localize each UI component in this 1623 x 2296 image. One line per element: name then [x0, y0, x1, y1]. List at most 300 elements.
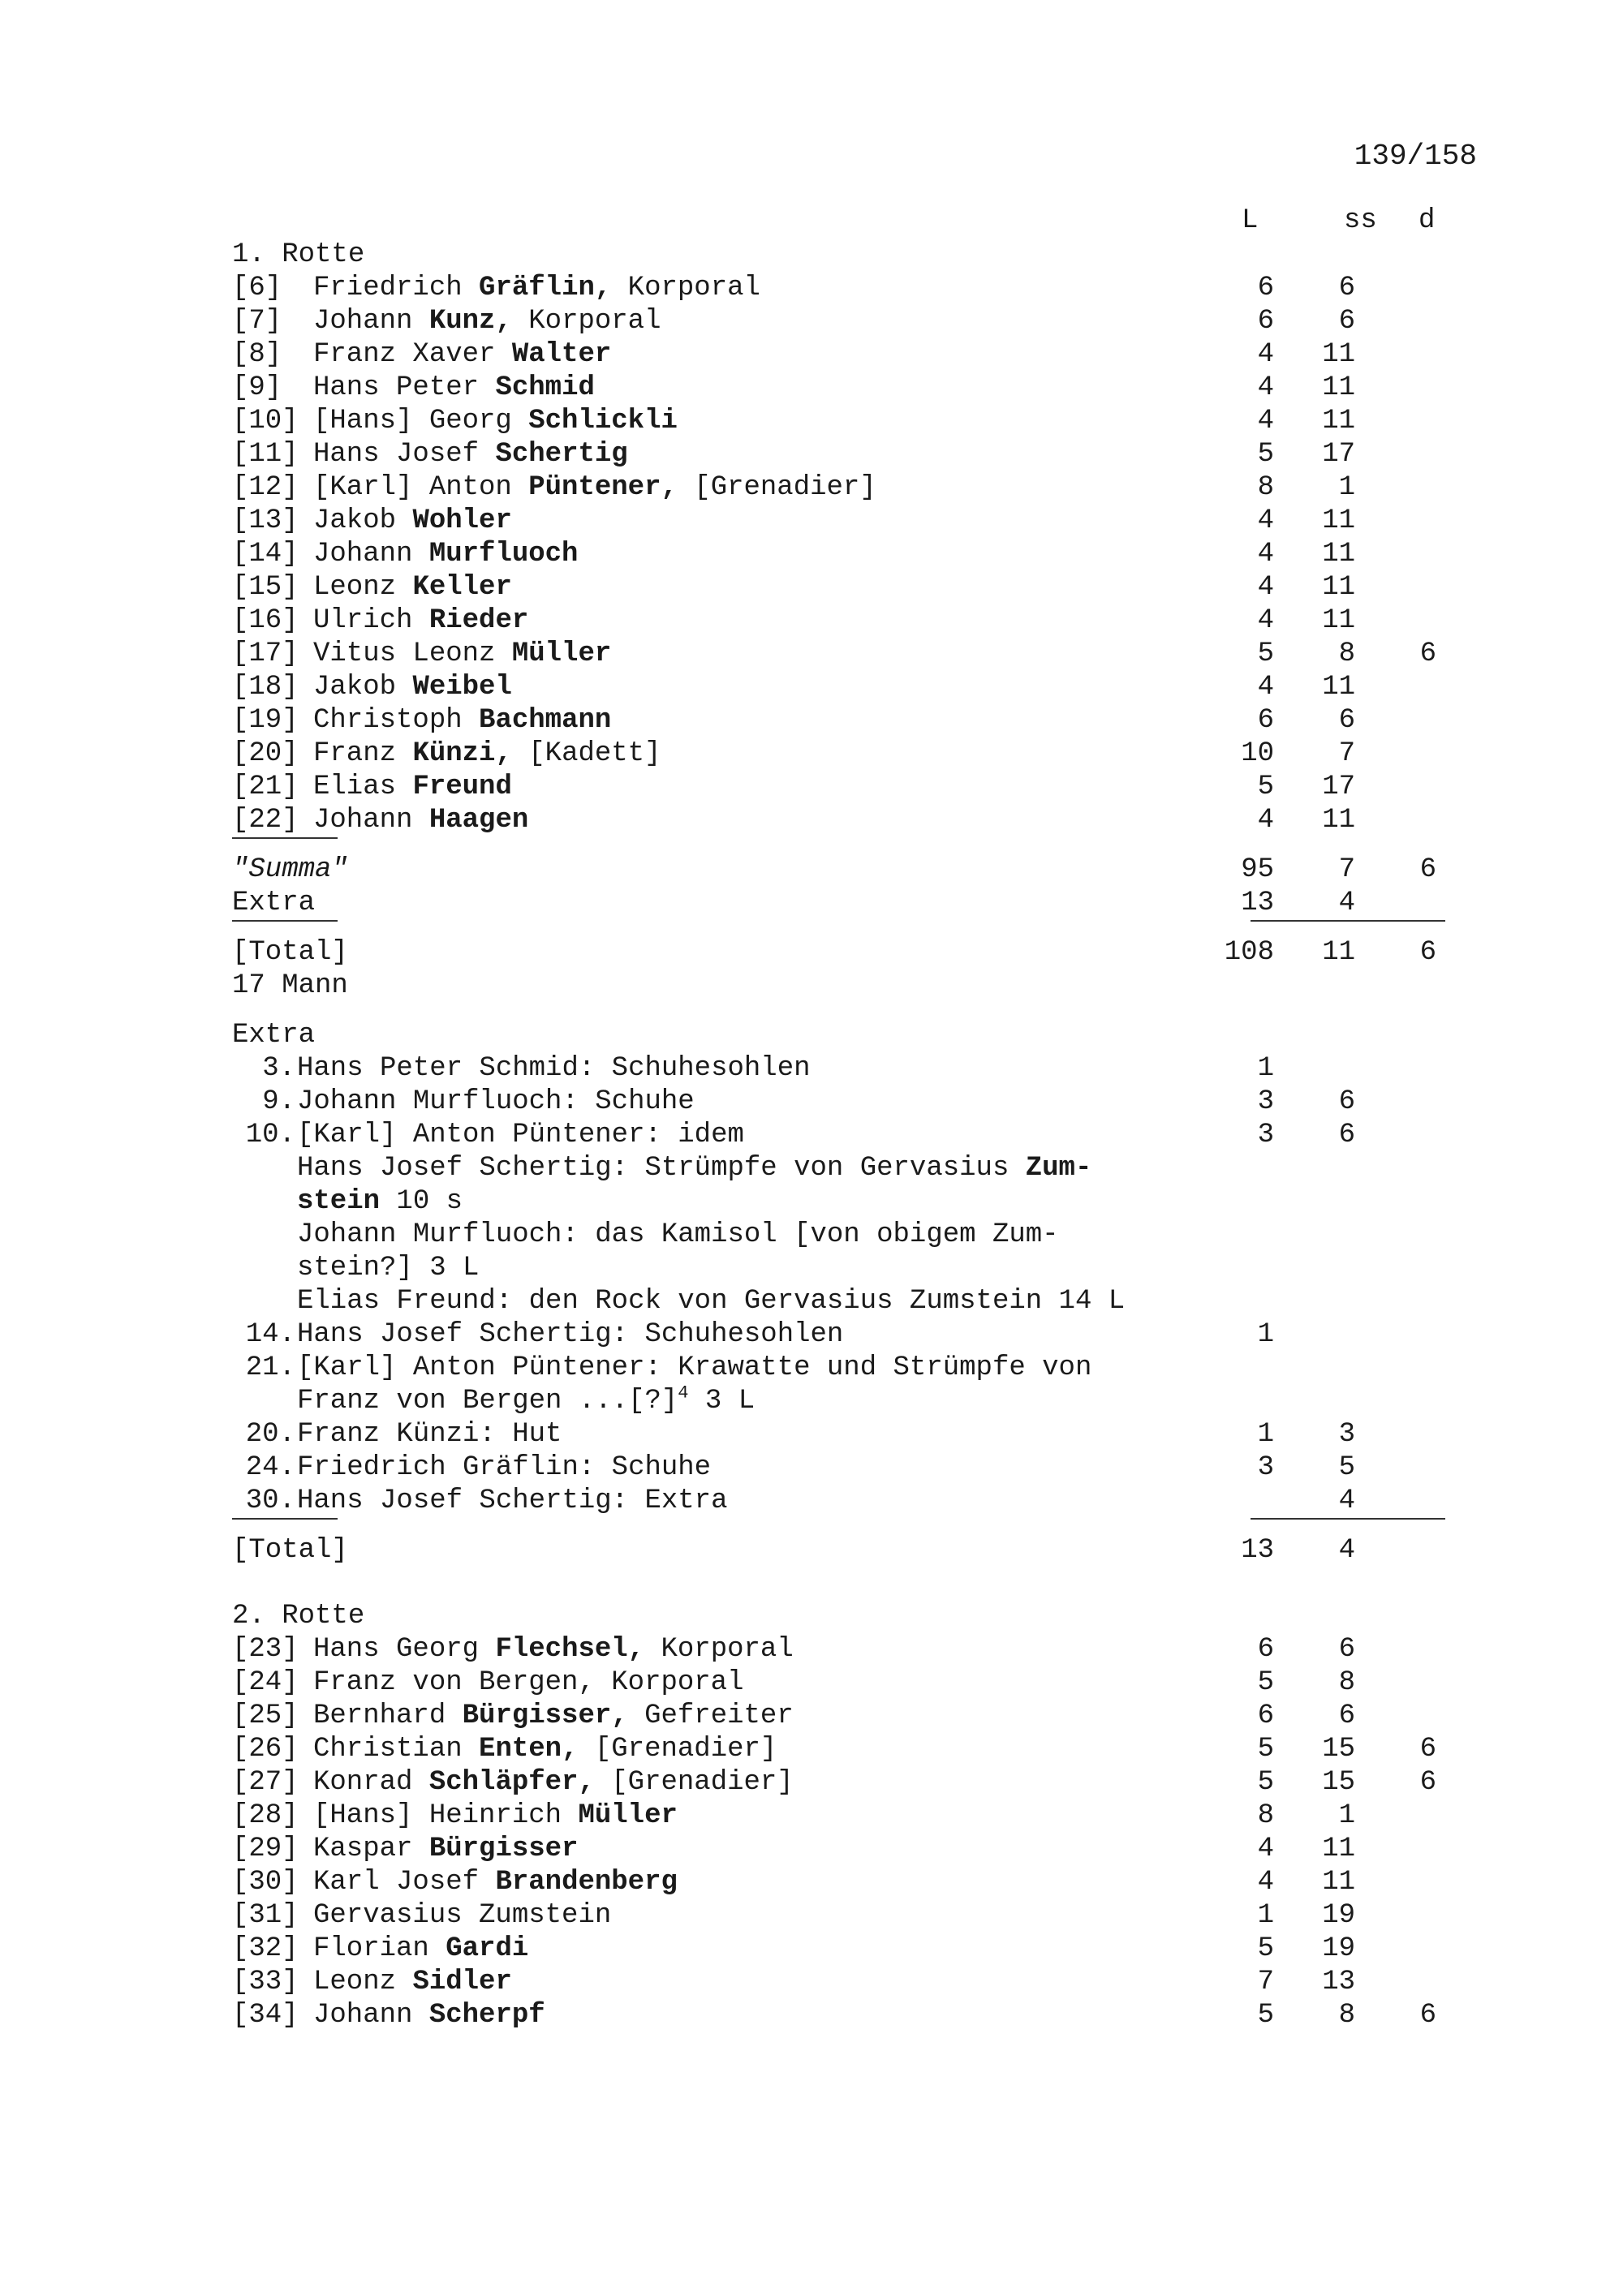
value-l: 4 [1257, 505, 1274, 536]
rotte1-list [232, 272, 1449, 837]
first-name: Christoph [313, 705, 463, 736]
extra-row-21-cont [232, 1382, 1449, 1418]
row-number: [34] [232, 2000, 299, 2031]
surname: Bachmann [479, 705, 612, 736]
person-name [313, 338, 611, 372]
first-name: Friedrich [313, 273, 463, 303]
extra-l: 13 [1241, 888, 1274, 918]
ledger-row [232, 1866, 1449, 1899]
extra-list [232, 1052, 1449, 1152]
ledger-row [232, 804, 1449, 837]
value-l: 7 [1257, 1967, 1274, 1997]
ledger-row [232, 405, 1449, 438]
value-ss: 11 [1322, 805, 1355, 836]
surname: Murfluoch [428, 539, 579, 570]
row-number: [7] [232, 306, 282, 337]
rotte1-heading: 1. Rotte [232, 239, 365, 270]
total-l: 108 [1224, 937, 1274, 968]
ledger-row [232, 338, 1449, 372]
row-number: [8] [232, 339, 282, 370]
summa-d: 6 [1419, 854, 1436, 885]
person-name [313, 638, 611, 671]
row-number: [9] [232, 372, 282, 403]
extra-heading: Extra [232, 1020, 316, 1051]
first-name: Christian [313, 1734, 463, 1765]
surname: Schertig [495, 439, 628, 470]
row-number: [12] [232, 472, 299, 503]
row-number: 10. [245, 1120, 295, 1150]
column-header-l: L [1242, 205, 1259, 236]
extra-note-row [232, 1152, 1449, 1185]
surname: Haagen [428, 805, 529, 836]
value-l: 4 [1257, 539, 1274, 570]
surname: Wohler [412, 505, 512, 536]
row-number: [23] [232, 1634, 299, 1665]
ledger-row [232, 1999, 1449, 2032]
first-name: Gervasius Zumstein [313, 1900, 612, 1931]
value-l: 5 [1257, 439, 1274, 470]
note-2b: stein?] 3 L [297, 1253, 480, 1283]
value-d: 6 [1419, 2000, 1436, 2031]
first-name: Konrad [313, 1767, 413, 1798]
value-l: 3 [1257, 1120, 1274, 1150]
first-name: Hans Georg [313, 1634, 480, 1665]
value-l: 6 [1257, 1701, 1274, 1731]
surname: Schlickli [528, 406, 678, 436]
first-name: Florian [313, 1933, 429, 1964]
surname: Weibel [412, 672, 512, 703]
person-name [313, 704, 611, 737]
surname: Keller [412, 572, 512, 603]
ledger-row [232, 1700, 1449, 1733]
row-number: [22] [232, 805, 299, 836]
person-name [313, 571, 512, 604]
first-name: Jakob [313, 672, 397, 703]
total-ss: 11 [1322, 937, 1355, 968]
person-name [313, 438, 628, 471]
total-label: [Total] [232, 937, 348, 968]
value-l: 1 [1257, 1053, 1274, 1084]
person-name [313, 804, 528, 837]
value-ss: 6 [1338, 273, 1355, 303]
extra-total-row [232, 1534, 1449, 1567]
extra-total-l: 13 [1241, 1535, 1274, 1566]
extra-heading-row [232, 1019, 1449, 1052]
summa-row [232, 853, 1449, 887]
value-ss: 11 [1322, 372, 1355, 403]
extra-item-row [232, 1451, 1449, 1485]
surname: Rieder [428, 605, 529, 636]
ledger-row [232, 1733, 1449, 1766]
row-number: [14] [232, 539, 299, 570]
total-row [232, 936, 1449, 970]
value-l: 4 [1257, 1867, 1274, 1898]
row-number: [31] [232, 1900, 299, 1931]
first-name: Kaspar [313, 1834, 413, 1864]
ledger-row [232, 1799, 1449, 1833]
row-number: [6] [232, 273, 282, 303]
first-name: Hans Josef [313, 439, 480, 470]
first-name: Franz Xaver [313, 339, 496, 370]
value-ss: 11 [1322, 1867, 1355, 1898]
first-name: Franz von Bergen, Korporal [313, 1667, 744, 1698]
row-number: [29] [232, 1834, 299, 1864]
ledger-row [232, 471, 1449, 505]
role: Korporal [644, 1634, 794, 1665]
row-number: [27] [232, 1767, 299, 1798]
surname: Müller [578, 1800, 678, 1831]
person-name [313, 1766, 794, 1799]
row-number: [13] [232, 505, 299, 536]
ledger-row [232, 1633, 1449, 1666]
value-ss: 6 [1338, 1701, 1355, 1731]
value-l: 4 [1257, 672, 1274, 703]
first-name: Jakob [313, 505, 397, 536]
row-number: [21] [232, 772, 299, 802]
first-name: [Karl] Anton [313, 472, 512, 503]
ledger-row [232, 1966, 1449, 1999]
value-ss: 13 [1322, 1967, 1355, 1997]
ledger-row [232, 638, 1449, 671]
value-l: 4 [1257, 406, 1274, 436]
extra-note-row [232, 1219, 1449, 1252]
value-l: 8 [1257, 472, 1274, 503]
item-text: Johann Murfluoch: Schuhe [297, 1086, 695, 1117]
note-1c: stein [297, 1186, 381, 1217]
extra-total-label: [Total] [232, 1535, 348, 1566]
note-1a: Hans Josef Schertig: Strümpfe von Gervasius [297, 1153, 1026, 1184]
row-number: [10] [232, 406, 299, 436]
person-name [313, 372, 595, 405]
row-number: [26] [232, 1734, 299, 1765]
surname: Enten, [479, 1734, 579, 1765]
value-ss: 11 [1322, 505, 1355, 536]
value-ss: 11 [1322, 605, 1355, 636]
value-ss: 6 [1338, 306, 1355, 337]
value-l: 1 [1257, 1319, 1274, 1350]
value-l: 5 [1257, 1667, 1274, 1698]
surname: Brandenberg [495, 1867, 678, 1898]
rotte2-list [232, 1633, 1449, 2032]
mann-row [232, 970, 1449, 1003]
value-l: 4 [1257, 372, 1274, 403]
surname: Flechsel, [495, 1634, 645, 1665]
value-ss: 8 [1338, 1667, 1355, 1698]
person-name [313, 1966, 512, 1999]
ledger-row [232, 538, 1449, 571]
row-number: [19] [232, 705, 299, 736]
surname: Schmid [495, 372, 595, 403]
person-name [313, 1999, 545, 2032]
value-ss: 6 [1338, 705, 1355, 736]
extra-total-ss: 4 [1338, 1535, 1355, 1566]
value-l: 5 [1257, 1767, 1274, 1798]
ledger-row [232, 1899, 1449, 1933]
row-number: 24. [245, 1452, 295, 1483]
value-ss: 19 [1322, 1933, 1355, 1964]
row-number: 21. [245, 1352, 295, 1383]
value-ss: 1 [1338, 1800, 1355, 1831]
value-l: 4 [1257, 1834, 1274, 1864]
value-ss: 6 [1338, 1120, 1355, 1150]
surname: Walter [511, 339, 612, 370]
extra-row-21 [232, 1352, 1449, 1385]
person-name [313, 1666, 744, 1700]
row-number: [33] [232, 1967, 299, 1997]
value-l: 10 [1241, 738, 1274, 769]
value-l: 5 [1257, 1734, 1274, 1765]
first-name: Karl Josef [313, 1867, 480, 1898]
role: Gefreiter [627, 1701, 794, 1731]
value-l: 4 [1257, 572, 1274, 603]
summa-ss: 7 [1338, 854, 1355, 885]
value-l: 5 [1257, 1933, 1274, 1964]
extra-item-row [232, 1086, 1449, 1119]
person-name [313, 771, 512, 804]
value-l: 3 [1257, 1086, 1274, 1117]
note-2a: Johann Murfluoch: das Kamisol [von obigem Zum- [297, 1219, 1059, 1250]
item-text: Franz Künzi: Hut [297, 1419, 562, 1450]
row-number: [18] [232, 672, 299, 703]
person-name [313, 405, 678, 438]
item-text: Hans Josef Schertig: Extra [297, 1486, 728, 1516]
row-number: 30. [245, 1486, 295, 1516]
surname: Freund [412, 772, 512, 802]
extra-label: Extra [232, 888, 316, 918]
row-number: [32] [232, 1933, 299, 1964]
row-number: [30] [232, 1867, 299, 1898]
surname: Bürgisser [428, 1834, 579, 1864]
extra-ss: 4 [1338, 888, 1355, 918]
value-ss: 4 [1338, 1486, 1355, 1516]
row21-text-a: [Karl] Anton Püntener: Krawatte und Strümpfe von [297, 1352, 1092, 1383]
ledger-row [232, 1833, 1449, 1866]
surname: Kunz, [428, 306, 512, 337]
surname: Gardi [446, 1933, 529, 1964]
value-ss: 5 [1338, 1452, 1355, 1483]
value-ss: 15 [1322, 1767, 1355, 1798]
first-name: Elias [313, 772, 397, 802]
rule-left [232, 837, 338, 839]
row-number: 14. [245, 1319, 295, 1350]
row-number: [28] [232, 1800, 299, 1831]
value-d: 6 [1419, 1767, 1436, 1798]
ledger-row [232, 372, 1449, 405]
value-l: 1 [1257, 1900, 1274, 1931]
person-name [313, 305, 661, 338]
first-name: Vitus Leonz [313, 638, 496, 669]
column-header-ss: ss [1344, 205, 1377, 236]
surname: Bürgisser, [462, 1701, 628, 1731]
role: [Grenadier] [578, 1734, 777, 1765]
person-name [313, 538, 578, 571]
value-ss: 11 [1322, 406, 1355, 436]
ledger-row [232, 272, 1449, 305]
value-l: 5 [1257, 2000, 1274, 2031]
value-ss: 17 [1322, 772, 1355, 802]
role: Korporal [511, 306, 661, 337]
value-l: 5 [1257, 772, 1274, 802]
extra-item-row [232, 1119, 1449, 1152]
value-d: 6 [1419, 638, 1436, 669]
person-name [313, 471, 876, 505]
value-l: 3 [1257, 1452, 1274, 1483]
section-heading [232, 1600, 1449, 1633]
row-number: 9. [262, 1086, 295, 1117]
item-text: Hans Josef Schertig: Schuhesohlen [297, 1319, 844, 1350]
row-number: [25] [232, 1701, 299, 1731]
value-ss: 3 [1338, 1419, 1355, 1450]
ledger-row [232, 1933, 1449, 1966]
first-name: [Hans] Georg [313, 406, 512, 436]
first-name: Franz [313, 738, 397, 769]
value-ss: 11 [1322, 1834, 1355, 1864]
row-number: [17] [232, 638, 299, 669]
row-number: [20] [232, 738, 299, 769]
person-name [313, 1833, 578, 1866]
extra-note-row [232, 1285, 1449, 1318]
row-number: [16] [232, 605, 299, 636]
value-ss: 11 [1322, 339, 1355, 370]
first-name: Ulrich [313, 605, 413, 636]
ledger-row [232, 604, 1449, 638]
surname: Sidler [412, 1967, 512, 1997]
first-name: Leonz [313, 572, 397, 603]
extra-item-row [232, 1485, 1449, 1518]
rule-right [232, 1518, 1449, 1534]
extra-list-3 [232, 1418, 1449, 1518]
person-name [313, 1700, 794, 1733]
item-text: [Karl] Anton Püntener: idem [297, 1120, 744, 1150]
item-text: Friedrich Gräflin: Schuhe [297, 1452, 712, 1483]
ledger-row [232, 771, 1449, 804]
row21-text-c: 3 L [688, 1386, 756, 1417]
total-d: 6 [1419, 937, 1436, 968]
surname: Gräflin, [479, 273, 612, 303]
person-name [313, 737, 661, 771]
person-name [313, 1633, 794, 1666]
value-l: 1 [1257, 1419, 1274, 1450]
role: [Grenadier] [677, 472, 876, 503]
role: [Kadett] [511, 738, 661, 769]
ledger-row [232, 704, 1449, 737]
note-1b: Zum- [1025, 1153, 1092, 1184]
value-ss: 7 [1338, 738, 1355, 769]
value-l: 6 [1257, 705, 1274, 736]
first-name: Leonz [313, 1967, 397, 1997]
ledger-row [232, 505, 1449, 538]
column-header-d: d [1419, 205, 1436, 236]
extra-item-row [232, 1052, 1449, 1086]
rule-right [232, 920, 1449, 936]
value-ss: 15 [1322, 1734, 1355, 1765]
first-name: [Hans] Heinrich [313, 1800, 562, 1831]
first-name: Johann [313, 805, 413, 836]
value-ss: 6 [1338, 1086, 1355, 1117]
extra-row [232, 887, 1449, 920]
person-name [313, 272, 760, 305]
rotte2-heading: 2. Rotte [232, 1601, 365, 1632]
extra-list-2 [232, 1318, 1449, 1352]
person-name [313, 604, 528, 638]
first-name: Hans Peter [313, 372, 480, 403]
person-name [313, 1933, 528, 1966]
ledger-row [232, 1666, 1449, 1700]
note-1d: 10 s [380, 1186, 463, 1217]
note-3: Elias Freund: den Rock von Gervasius Zumstein 14 L [297, 1286, 1126, 1317]
person-name [313, 1733, 777, 1766]
surname: Püntener, [528, 472, 678, 503]
person-name [313, 671, 512, 704]
ledger-row [232, 571, 1449, 604]
summa-label: "Summa" [232, 854, 348, 885]
extra-note-row [232, 1185, 1449, 1219]
page-number: 139/158 [1354, 140, 1477, 173]
value-ss: 8 [1338, 2000, 1355, 2031]
row-number: [24] [232, 1667, 299, 1698]
surname: Müller [511, 638, 612, 669]
summa-l: 95 [1241, 854, 1274, 885]
value-d: 6 [1419, 1734, 1436, 1765]
section-heading [232, 239, 1449, 272]
value-l: 4 [1257, 605, 1274, 636]
value-ss: 19 [1322, 1900, 1355, 1931]
value-ss: 1 [1338, 472, 1355, 503]
first-name: Bernhard [313, 1701, 446, 1731]
ledger-row [232, 1766, 1449, 1799]
row-number: 20. [245, 1419, 295, 1450]
mann-count: 17 Mann [232, 970, 348, 1001]
person-name [313, 1799, 678, 1833]
value-l: 4 [1257, 805, 1274, 836]
first-name: Johann [313, 539, 413, 570]
row-number: 3. [262, 1053, 295, 1084]
value-ss: 17 [1322, 439, 1355, 470]
value-ss: 6 [1338, 1634, 1355, 1665]
value-l: 6 [1257, 1634, 1274, 1665]
value-l: 6 [1257, 273, 1274, 303]
footnote-ref: 4 [678, 1382, 689, 1404]
value-ss: 8 [1338, 638, 1355, 669]
value-l: 8 [1257, 1800, 1274, 1831]
ledger-row [232, 438, 1449, 471]
ledger-row [232, 305, 1449, 338]
surname: Künzi, [412, 738, 512, 769]
item-text: Hans Peter Schmid: Schuhesohlen [297, 1053, 811, 1084]
ledger-row [232, 671, 1449, 704]
row-number: [15] [232, 572, 299, 603]
extra-note-row [232, 1252, 1449, 1285]
value-ss: 11 [1322, 672, 1355, 703]
person-name [313, 1866, 678, 1899]
role: Korporal [611, 273, 760, 303]
ledger-row [232, 737, 1449, 771]
value-l: 6 [1257, 306, 1274, 337]
value-l: 5 [1257, 638, 1274, 669]
value-ss: 11 [1322, 572, 1355, 603]
person-name [313, 1899, 611, 1933]
first-name: Johann [313, 2000, 413, 2031]
value-l: 4 [1257, 339, 1274, 370]
value-ss: 11 [1322, 539, 1355, 570]
person-name [313, 505, 512, 538]
role: [Grenadier] [594, 1767, 794, 1798]
extra-item-row [232, 1418, 1449, 1451]
row-number: [11] [232, 439, 299, 470]
first-name: Johann [313, 306, 413, 337]
extra-item-row [232, 1318, 1449, 1352]
surname: Scherpf [428, 2000, 545, 2031]
